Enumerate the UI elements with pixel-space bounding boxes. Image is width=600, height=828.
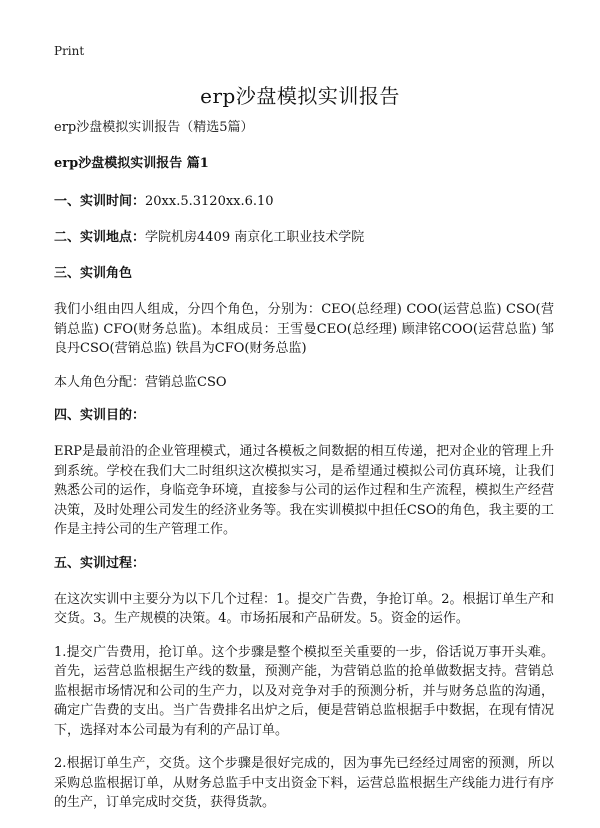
role-assignment-paragraph: 本人角色分配：营销总监CSO — [54, 374, 227, 390]
document-body — [54, 118, 554, 827]
training-purpose-heading — [54, 406, 554, 426]
training-time — [54, 192, 554, 212]
process-step2-paragraph: 2.根据订单生产，交货。这个步骤是很好完成的，因为事先已经经过周密的预测，所以采购总监根据订单，从财务总监手中支出资金下料，运营总监根据生产线能力进行有序的生产，订单完成时交货，获得货款。 — [54, 756, 554, 810]
training-location-value: 学院机房4409 南京化工职业技术学院 — [145, 230, 365, 245]
process-step1-paragraph: 1.提交广告费用，抢订单。这个步骤是整个模拟至关重要的一步，俗话说万事开头难。首先，运营总监根据生产线的数量，预测产能，为营销总监的抢单做数据支持。营销总监根据市场情况和公司的生产力，以及对竞争对手的预测分析，并与财务总监的沟通，确定广告费的支出。当广告费排名出炉之后，便是营销总监根据手中数据，在现有情况下，选择对本公司最为有利的产品订单。 — [54, 644, 554, 738]
purpose-paragraph: ERP是最前沿的企业管理模式，通过各模板之间数据的相互传递，把对企业的管理上升到系统。学校在我们大二时组织这次模拟实习，是希望通过模拟公司仿真环境，让我们熟悉公司的运作，身临竞争环境，直接参与公司的运作过程和生产流程，模拟生产经营决策，及时处理公司发生的经济业务等。我在实训模拟中担任CSO的角色，我主要的工作是主持公司的生产管理工作。 — [54, 444, 554, 537]
training-process-label: 五、实训过程： — [54, 555, 146, 571]
training-time-value: 20xx.5.3120xx.6.10 — [145, 194, 274, 209]
training-roles-label: 三、实训角色 — [54, 266, 133, 281]
print-label[interactable]: Print — [54, 44, 85, 58]
training-time-label: 一、实训时间： — [54, 194, 146, 209]
training-purpose-label: 四、实训目的： — [54, 408, 146, 423]
training-process-heading — [54, 554, 554, 574]
training-location-label: 二、实训地点： — [54, 230, 146, 245]
document-subtitle: erp沙盘模拟实训报告（精选5篇） — [54, 120, 254, 135]
document-title: erp沙盘模拟实训报告 — [200, 84, 400, 108]
section-heading: erp沙盘模拟实训报告 篇1 — [54, 156, 209, 171]
process-overview-paragraph: 在这次实训中主要分为以下几个过程：1。提交广告费，争抢订单。2。根据订单生产和交货。3。生产规模的决策。4。市场拓展和产品研发。5。资金的运作。 — [54, 591, 554, 626]
training-roles-heading — [54, 264, 554, 284]
training-location — [54, 228, 554, 248]
roles-paragraph: 我们小组由四人组成，分四个角色，分别为：CEO(总经理) COO(运营总监) CSO(营销总监) CFO(财务总监)。本组成员：王雪曼CEO(总经理) 顾津铭COO(运营总监) 邹良丹CSO(营销总监) 铁昌为CFO(财务总监) — [54, 302, 554, 356]
